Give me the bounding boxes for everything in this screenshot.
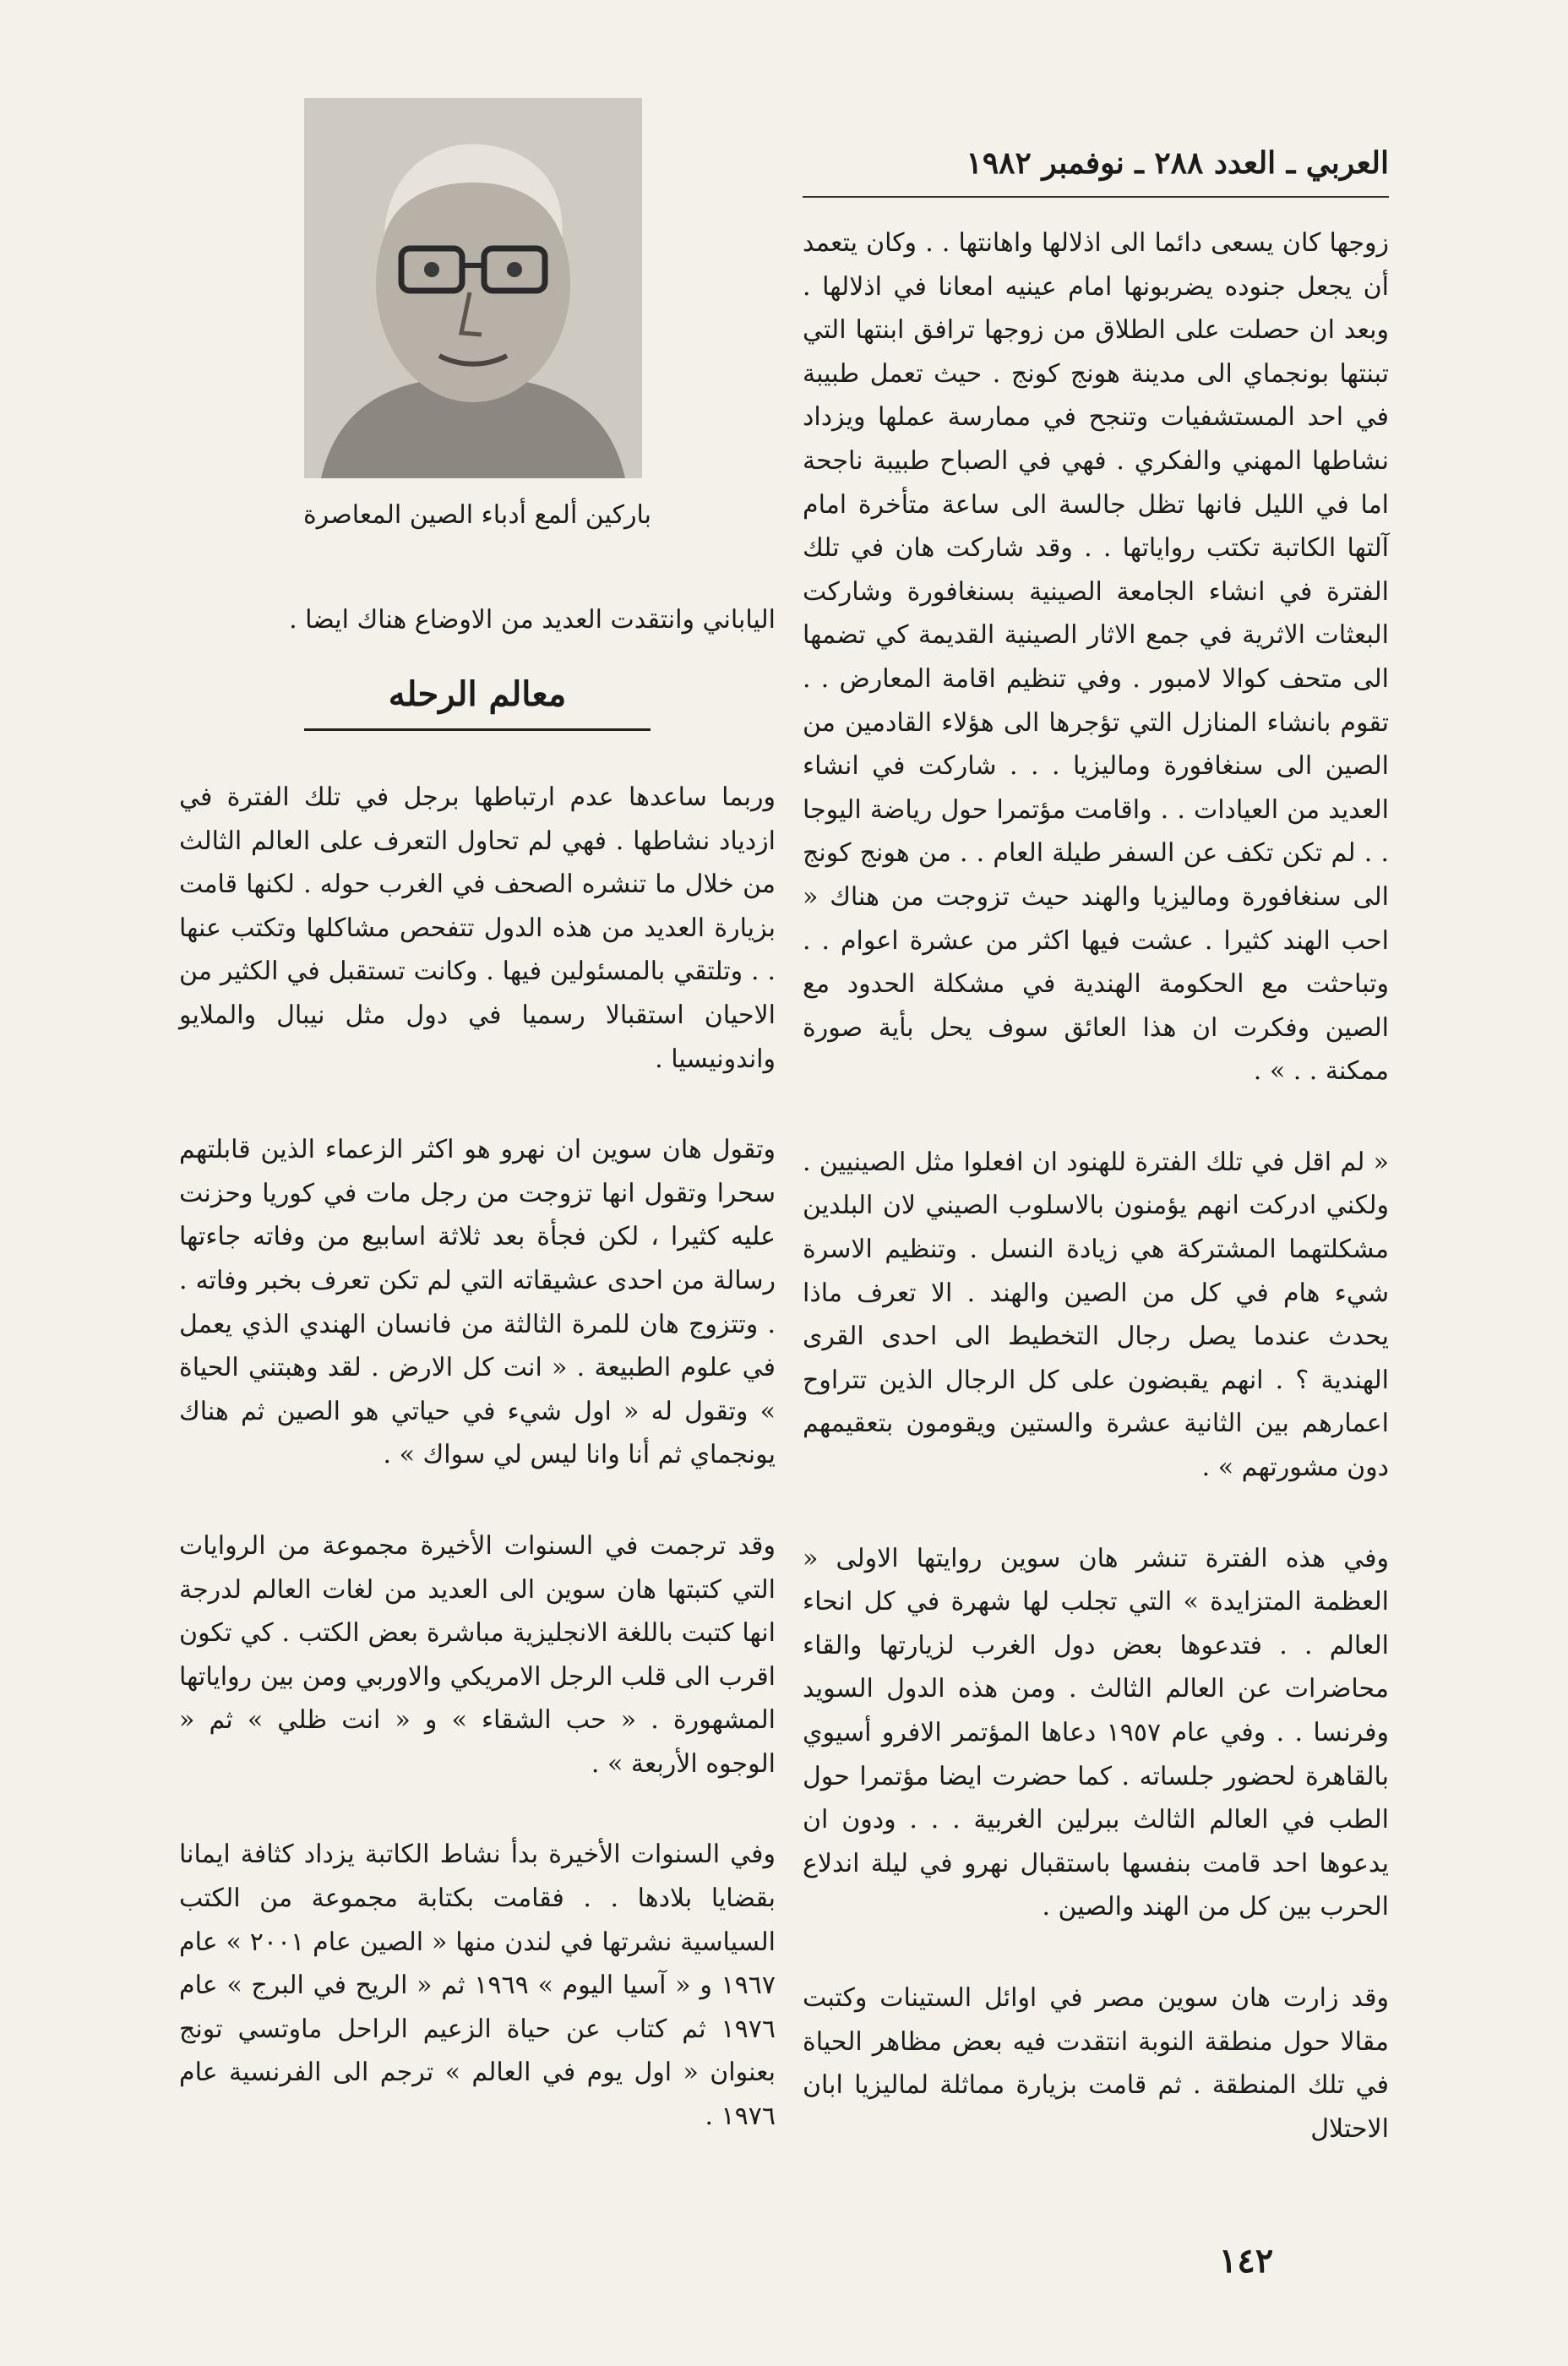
section-heading: معالم الرحله <box>388 674 567 714</box>
continuation-line: الياباني وانتقدت العديد من الاوضاع هناك ايضا . <box>289 605 776 635</box>
article-paragraph: زوجها كان يسعى دائما الى اذلالها واهانتها . . وكان يتعمد أن يجعل جنوده يضربونها امام عينيه امعانا في اذلالها . وبعد ان حصلت على الطلاق من زوجها ترافق ابنتها التي تبنتها بونجماي الى مدينة هونج كونج . حيث تعمل طبيبة في احد المستشفيات وتنجح في ممارسة عملها ويزداد نشاطها المهني والفكري . فهي في الصباح طبيبة ناجحة اما في الليل فانها تظل جالسة الى ساعة متأخرة امام آلتها الكاتبة تكتب رواياتها . . وقد شاركت هان في تلك الفترة في انشاء الجامعة الصينية بسنغافورة وشاركت البعثات الاثرية في جمع الاثار الصينية القديمة كي تضمها الى متحف كوالا لامبور . وفي تنظيم اقامة المعارض . . تقوم بانشاء المنازل التي تؤجرها الى هؤلاء القادمين من الصين الى سنغافورة وماليزيا . . . شاركت في انشاء العديد من العيادات . . واقامت مؤتمرا حول رياضة اليوجا . . لم تكن تكف عن السفر طيلة العام . . من هونج كونج الى سنغافورة وماليزيا والهند حيث تزوجت من هناك « احب الهند كثيرا . عشت فيها اكثر من عشرة اعوام . . وتباحثت مع الحكومة الهندية في مشكلة الحدود مع الصين وفكرت ان هذا العائق سوف يحل بأية صورة ممكنة . . » . <box>803 228 1389 1087</box>
article-paragraph: وتقول هان سوين ان نهرو هو اكثر الزعماء الذين قابلتهم سحرا وتقول انها تزوجت من رجل مات في كوريا وحزنت عليه كثيرا ، لكن فجأة بعد ثلاثة اسابيع من وفاته جاءتها رسالة من احدى عشيقاته التي لم تكن تعرف بخبر وفاته . . وتتزوج هان للمرة الثالثة من فانسان الهندي الذي يعمل في علوم الطبيعة . « انت كل الارض . لقد وهبتني الحياة » وتقول له « اول شيء في حياتي هو الصين ثم هناك يونجماي ثم أنا وانا ليس لي سواك » . <box>179 1135 776 1470</box>
article-paragraph: وقد زارت هان سوين مصر في اوائل الستينات وكتبت مقالا حول منطقة النوبة انتقدت فيه بعض مظاهر الحياة في تلك المنطقة . ثم قامت بزيارة مماثلة لماليزيا ابان الاحتلال <box>803 1982 1389 2144</box>
left-column-top <box>179 598 776 642</box>
section-rule <box>304 728 651 731</box>
right-column <box>803 221 1389 2198</box>
article-paragraph: وفي هذه الفترة تنشر هان سوين روايتها الاولى « العظمة المتزايدة » التي تجلب لها شهرة في كل انحاء العالم . . فتدعوها بعض دول الغرب لزيارتها والقاء محاضرات عن العالم الثالث . ومن هذه الدول السويد وفرنسا . . وفي عام ١٩٥٧ دعاها المؤتمر الافرو أسيوي بالقاهرة لحضور جلساته . كما حضرت ايضا مؤتمرا حول الطب في العالم الثالث ببرلين الغربية . . . ودون ان يدعوها احد قامت بنفسها باستقبال نهرو في ليلة اندلاع الحرب بين كل من الهند والصين . <box>803 1543 1389 1922</box>
left-column <box>179 776 776 2186</box>
author-photo <box>304 98 642 478</box>
portrait-illustration <box>304 98 642 478</box>
article-paragraph: وفي السنوات الأخيرة بدأ نشاط الكاتبة يزداد كثافة ايمانا بقضايا بلادها . . فقامت بكتابة مجموعة من الكتب السياسية نشرتها في لندن منها « الصين عام ٢٠٠١ » عام ١٩٦٧ و « آسيا اليوم » ١٩٦٩ ثم « الريح في البرج » عام ١٩٧٦ ثم كتاب عن حياة الزعيم الراحل ماوتسي تونج بعنوان « اول يوم في العالم » ترجم الى الفرنسية عام ١٩٧٦ . <box>179 1840 776 2132</box>
article-paragraph: وقد ترجمت في السنوات الأخيرة مجموعة من الروايات التي كتبتها هان سوين الى العديد من لغات العالم لدرجة انها كتبت باللغة الانجليزية مباشرة بعض الكتب . كي تكون اقرب الى قلب الرجل الامريكي والاوربي ومن بين رواياتها المشهورة . « حب الشقاء » و « انت ظلي » ثم « الوجوه الأربعة » . <box>179 1530 776 1779</box>
running-header: العربي ـ العدد ٢٨٨ ـ نوفمبر ١٩٨٢ <box>966 145 1389 181</box>
article-paragraph: « لم اقل في تلك الفترة للهنود ان افعلوا مثل الصينيين . ولكني ادركت انهم يؤمنون بالاسلوب الصيني لان البلدين مشكلتهما المشتركة هي زيادة النسل . وتنظيم الاسرة شيء هام في كل من الصين والهند . الا تعرف ماذا يحدث عندما يصل رجال التخطيط الى احدى القرى الهندية ؟ . انهم يقبضون على كل الرجال الذين تتراوح اعمارهم بين الثانية عشرة والستين ويقومون بتعقيمهم دون مشورتهم » . <box>803 1147 1389 1483</box>
header-rule <box>803 196 1389 198</box>
article-paragraph: وربما ساعدها عدم ارتباطها برجل في تلك الفترة في ازدياد نشاطها . فهي لم تحاول التعرف على العالم الثالث من خلال ما تنشره الصحف في الغرب حوله . لكنها قامت بزيارة العديد من هذه الدول تتفحص مشاكلها وتكتب عنها . . وتلتقي بالمسئولين فيها . وكانت تستقبل في الكثير من الاحيان استقبالا رسميا في دول مثل نيبال والملايو واندونيسيا . <box>179 782 776 1074</box>
photo-caption: باركين ألمع أدباء الصين المعاصرة <box>303 500 651 530</box>
page-number: ١٤٢ <box>1218 2241 1274 2281</box>
